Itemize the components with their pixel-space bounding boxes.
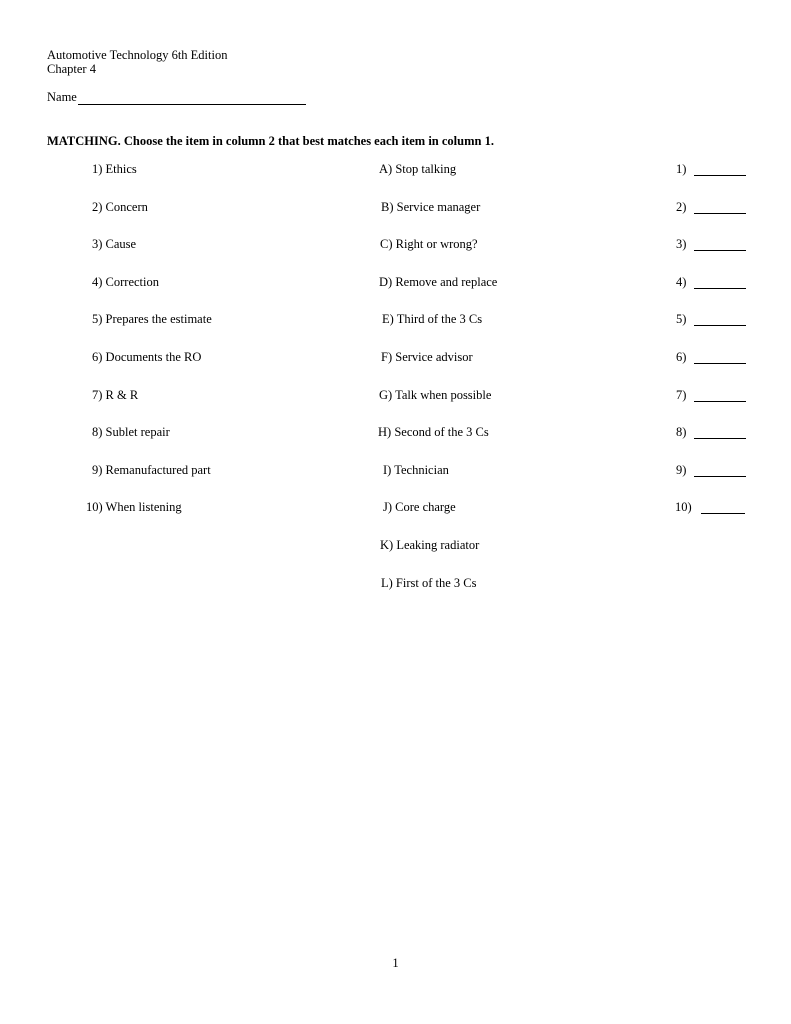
matching-row bbox=[0, 500, 791, 520]
answer-field bbox=[676, 388, 686, 403]
answer-blank-line[interactable] bbox=[694, 213, 746, 214]
answer-number: 2) bbox=[676, 200, 687, 214]
document-title: Automotive Technology 6th Edition bbox=[47, 48, 228, 62]
column2-item: I) Technician bbox=[383, 463, 449, 477]
answer-number: 5) bbox=[676, 312, 687, 326]
answer-field bbox=[676, 463, 686, 478]
column2-item: D) Remove and replace bbox=[379, 275, 498, 289]
name-blank-line[interactable] bbox=[78, 91, 306, 105]
answer-number: 7) bbox=[676, 388, 687, 402]
column1-item: 4) Correction bbox=[92, 275, 159, 289]
answer-number: 10) bbox=[675, 500, 692, 514]
answer-field bbox=[676, 200, 686, 215]
matching-row bbox=[0, 237, 791, 257]
column2-item: C) Right or wrong? bbox=[380, 237, 478, 251]
column1-item: 5) Prepares the estimate bbox=[92, 312, 212, 326]
answer-field bbox=[676, 275, 686, 290]
answer-number: 1) bbox=[676, 162, 687, 176]
column1-item: 10) When listening bbox=[86, 500, 182, 514]
answer-field bbox=[676, 237, 686, 252]
answer-blank-line[interactable] bbox=[694, 175, 746, 176]
column1-item: 7) R & R bbox=[92, 388, 139, 402]
matching-row bbox=[0, 350, 791, 370]
matching-row bbox=[0, 312, 791, 332]
name-field bbox=[47, 90, 306, 105]
matching-row bbox=[0, 425, 791, 445]
column1-item: 2) Concern bbox=[92, 200, 148, 214]
column1-item: 6) Documents the RO bbox=[92, 350, 202, 364]
column2-item: B) Service manager bbox=[381, 200, 481, 214]
chapter-label: Chapter 4 bbox=[47, 62, 96, 76]
answer-blank-line[interactable] bbox=[701, 513, 745, 514]
answer-number: 4) bbox=[676, 275, 687, 289]
page-number: 1 bbox=[392, 956, 399, 970]
answer-blank-line[interactable] bbox=[694, 325, 746, 326]
answer-blank-line[interactable] bbox=[694, 250, 746, 251]
column2-item: F) Service advisor bbox=[381, 350, 473, 364]
matching-row bbox=[0, 162, 791, 182]
column2-item: E) Third of the 3 Cs bbox=[382, 312, 483, 326]
answer-blank-line[interactable] bbox=[694, 288, 746, 289]
answer-field bbox=[676, 162, 686, 177]
answer-blank-line[interactable] bbox=[694, 438, 746, 439]
answer-blank-line[interactable] bbox=[694, 476, 746, 477]
column1-item: 3) Cause bbox=[92, 237, 137, 251]
answer-blank-line[interactable] bbox=[694, 363, 746, 364]
matching-row bbox=[0, 275, 791, 295]
answer-field bbox=[675, 500, 692, 515]
name-label: Name bbox=[47, 90, 77, 104]
instructions: MATCHING. Choose the item in column 2 that best matches each item in column 1. bbox=[47, 134, 494, 148]
column1-item: 8) Sublet repair bbox=[92, 425, 170, 439]
matching-row bbox=[0, 538, 791, 558]
answer-field bbox=[676, 425, 686, 440]
matching-row bbox=[0, 576, 791, 596]
answer-field bbox=[676, 350, 686, 365]
column2-item: J) Core charge bbox=[383, 500, 456, 514]
answer-number: 6) bbox=[676, 350, 687, 364]
answer-field bbox=[676, 312, 686, 327]
column2-item: K) Leaking radiator bbox=[380, 538, 480, 552]
column1-item: 9) Remanufactured part bbox=[92, 463, 211, 477]
column2-item: L) First of the 3 Cs bbox=[381, 576, 477, 590]
matching-row bbox=[0, 463, 791, 483]
matching-row bbox=[0, 200, 791, 220]
matching-row bbox=[0, 388, 791, 408]
answer-number: 3) bbox=[676, 237, 687, 251]
answer-number: 8) bbox=[676, 425, 687, 439]
answer-number: 9) bbox=[676, 463, 687, 477]
answer-blank-line[interactable] bbox=[694, 401, 746, 402]
column2-item: G) Talk when possible bbox=[379, 388, 492, 402]
column2-item: A) Stop talking bbox=[379, 162, 457, 176]
column1-item: 1) Ethics bbox=[92, 162, 137, 176]
column2-item: H) Second of the 3 Cs bbox=[378, 425, 489, 439]
